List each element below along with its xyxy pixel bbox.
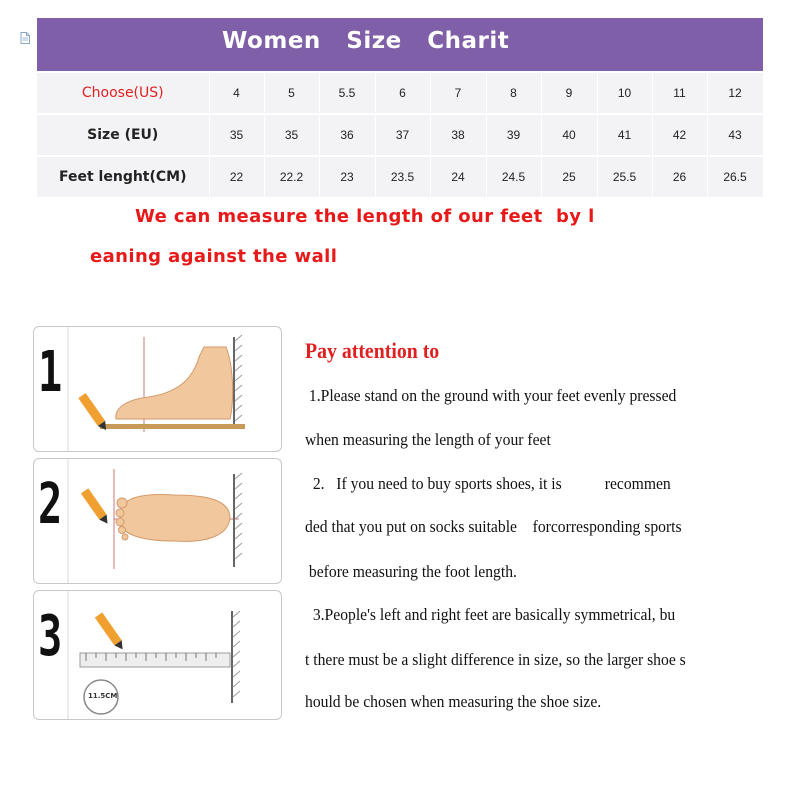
eu-size-cell: 37	[375, 114, 430, 156]
us-size-cell: 11	[652, 73, 707, 114]
measure-note-line-1: We can measure the length of our feet by l	[135, 206, 595, 227]
ruler-illustration	[34, 591, 281, 719]
us-size-cell: 8	[486, 73, 541, 114]
eu-size-cell: 43	[707, 114, 763, 156]
feet-length-cell: 24	[430, 156, 486, 198]
us-size-cell: 5.5	[319, 73, 375, 114]
us-size-cell: 6	[375, 73, 430, 114]
step-number: 3	[38, 604, 63, 669]
note-line-1: 1.Please stand on the ground with your feet evenly pressed	[305, 386, 677, 405]
feet-length-cell: 23	[319, 156, 375, 198]
measure-note-line-2: eaning against the wall	[90, 246, 338, 267]
ruler-measure-badge: 11.5CM	[88, 692, 118, 700]
feet-length-cell: 24.5	[486, 156, 541, 198]
us-size-cell: 9	[541, 73, 597, 114]
feet-length-cell: 22.2	[264, 156, 319, 198]
feet-length-cell: 25	[541, 156, 597, 198]
step-number: 2	[38, 472, 63, 537]
feet-length-cell: 26.5	[707, 156, 763, 198]
note-line-7: t there must be a slight difference in size, so the larger shoe s	[305, 650, 686, 669]
eu-size-cell: 35	[209, 114, 264, 156]
eu-size-row	[37, 114, 763, 156]
eu-size-label: Size (EU)	[37, 114, 209, 156]
step-number: 1	[38, 340, 63, 405]
eu-size-cell: 38	[430, 114, 486, 156]
size-chart-table	[37, 73, 764, 199]
note-line-2: when measuring the length of your feet	[305, 430, 551, 449]
note-line-5: before measuring the foot length.	[305, 562, 517, 581]
note-line-8: hould be chosen when measuring the shoe size.	[305, 692, 602, 711]
eu-size-cell: 35	[264, 114, 319, 156]
note-line-4: ded that you put on socks suitable forcorresponding sports	[305, 517, 682, 536]
eu-size-cell: 41	[597, 114, 652, 156]
us-size-cell: 7	[430, 73, 486, 114]
feet-length-cell: 25.5	[597, 156, 652, 198]
feet-length-cell: 26	[652, 156, 707, 198]
feet-length-row	[37, 156, 763, 198]
us-size-cell: 10	[597, 73, 652, 114]
step-1-panel	[33, 326, 282, 452]
document-icon	[20, 32, 30, 44]
notes-title: Pay attention to	[305, 338, 440, 363]
note-line-6: 3.People's left and right feet are basically symmetrical, bu	[305, 605, 676, 624]
us-size-row	[37, 73, 763, 114]
us-size-cell: 12	[707, 73, 763, 114]
step-3-panel	[33, 590, 282, 720]
foot-side-illustration	[34, 327, 281, 451]
us-size-label: Choose(US)	[37, 73, 209, 114]
eu-size-cell: 39	[486, 114, 541, 156]
eu-size-cell: 42	[652, 114, 707, 156]
feet-length-cell: 22	[209, 156, 264, 198]
us-size-cell: 5	[264, 73, 319, 114]
foot-top-illustration	[34, 459, 281, 583]
feet-length-label: Feet lenght(CM)	[37, 156, 209, 198]
eu-size-cell: 36	[319, 114, 375, 156]
feet-length-cell: 23.5	[375, 156, 430, 198]
us-size-cell: 4	[209, 73, 264, 114]
step-2-panel	[33, 458, 282, 584]
size-chart-title: Women Size Charit	[222, 28, 510, 54]
eu-size-cell: 40	[541, 114, 597, 156]
note-line-3: 2. If you need to buy sports shoes, it is recommen	[305, 474, 671, 493]
